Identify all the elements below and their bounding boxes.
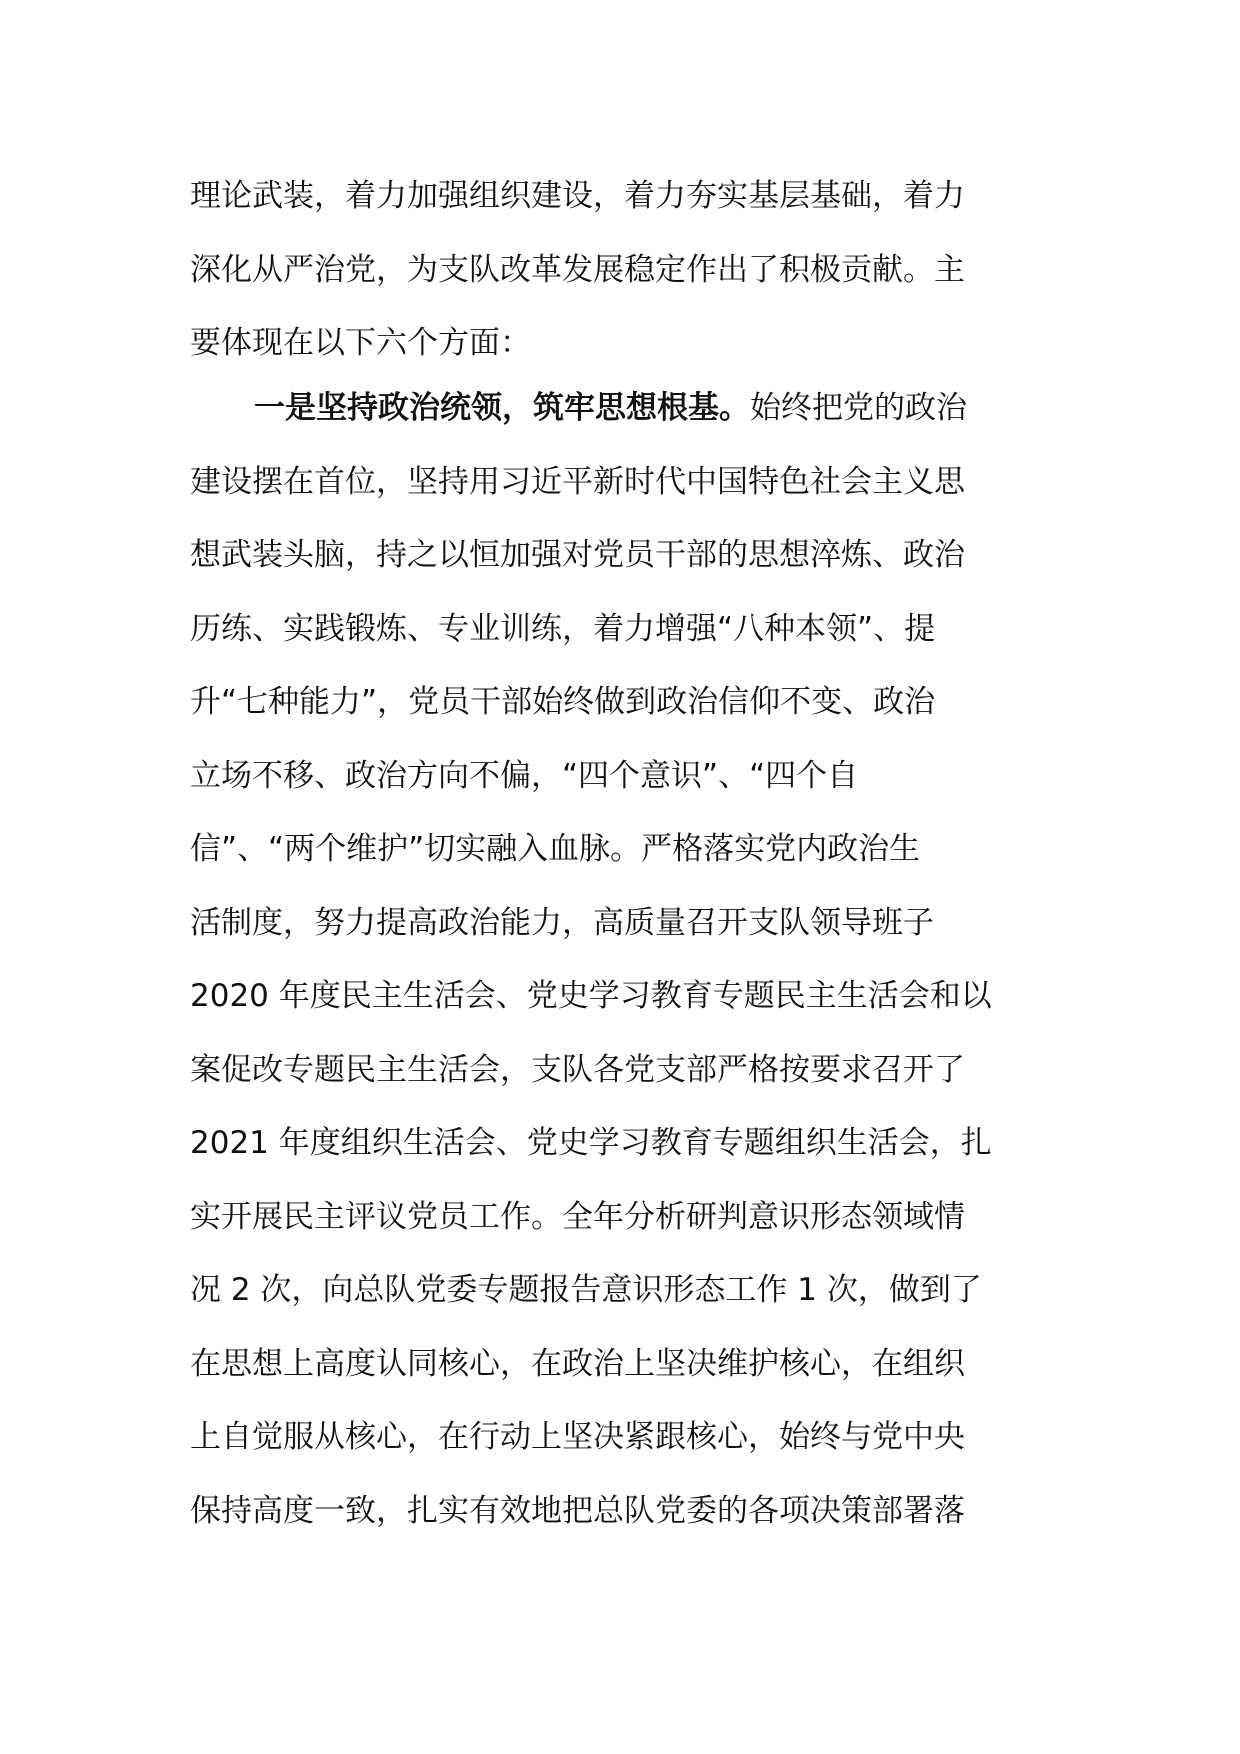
paragraph-line: 实开展民主评议党员工作。全年分析研判意识形态领域情 <box>190 1198 965 1235</box>
paragraph-line: 立场不移、政治方向不偏，“四个意识”、“四个自 <box>190 757 859 794</box>
paragraph-first-line <box>190 372 1050 446</box>
paragraph-line: 在思想上高度认同核心，在政治上坚决维护核心，在组织 <box>190 1345 965 1382</box>
paragraph-line: 案促改专题民主生活会，支队各党支部严格按要求召开了 <box>190 1051 965 1088</box>
paragraph-line: 信”、“两个维护”切实融入血脉。严格落实党内政治生 <box>190 831 921 867</box>
paragraph-line: 保持高度一致，扎实有效地把总队党委的各项决策部署落 <box>190 1492 965 1529</box>
paragraph-line: 想武装头脑，持之以恒加强对党员干部的思想淬炼、政治 <box>190 537 965 573</box>
paragraph-line: 历练、实践锻炼、专业训练，着力增强“八种本领”、提 <box>190 610 936 647</box>
paragraph-line: 升“七种能力”，党员干部始终做到政治信仰不变、政治 <box>190 684 936 720</box>
section-heading: 一是坚持政治统领，筑牢思想根基。 <box>254 390 750 426</box>
paragraph-intro <box>190 160 1050 381</box>
paragraph-line: 2021 年度组织生活会、党史学习教育专题组织生活会，扎 <box>190 1125 992 1161</box>
paragraph-line: 理论武装，着力加强组织建设，着力夯实基层基础，着力 <box>190 178 965 214</box>
paragraph-line: 深化从严治党，为支队改革发展稳定作出了积极贡献。主 <box>190 251 965 288</box>
paragraph-line: 2020 年度民主生活会、党史学习教育专题民主生活会和以 <box>190 978 992 1014</box>
paragraph-line: 建设摆在首位，坚持用习近平新时代中国特色社会主义思 <box>190 463 965 500</box>
paragraph-political-leadership <box>190 372 1050 1548</box>
paragraph-line: 要体现在以下六个方面： <box>190 325 531 361</box>
first-line-rest: 始终把党的政治 <box>750 390 967 426</box>
paragraph-line: 况 2 次，向总队党委专题报告意识形态工作 1 次，做到了 <box>190 1272 982 1308</box>
paragraph-line: 活制度，努力提高政治能力，高质量召开支队领导班子 <box>190 904 934 941</box>
paragraph-line: 上自觉服从核心，在行动上坚决紧跟核心，始终与党中央 <box>190 1419 965 1455</box>
